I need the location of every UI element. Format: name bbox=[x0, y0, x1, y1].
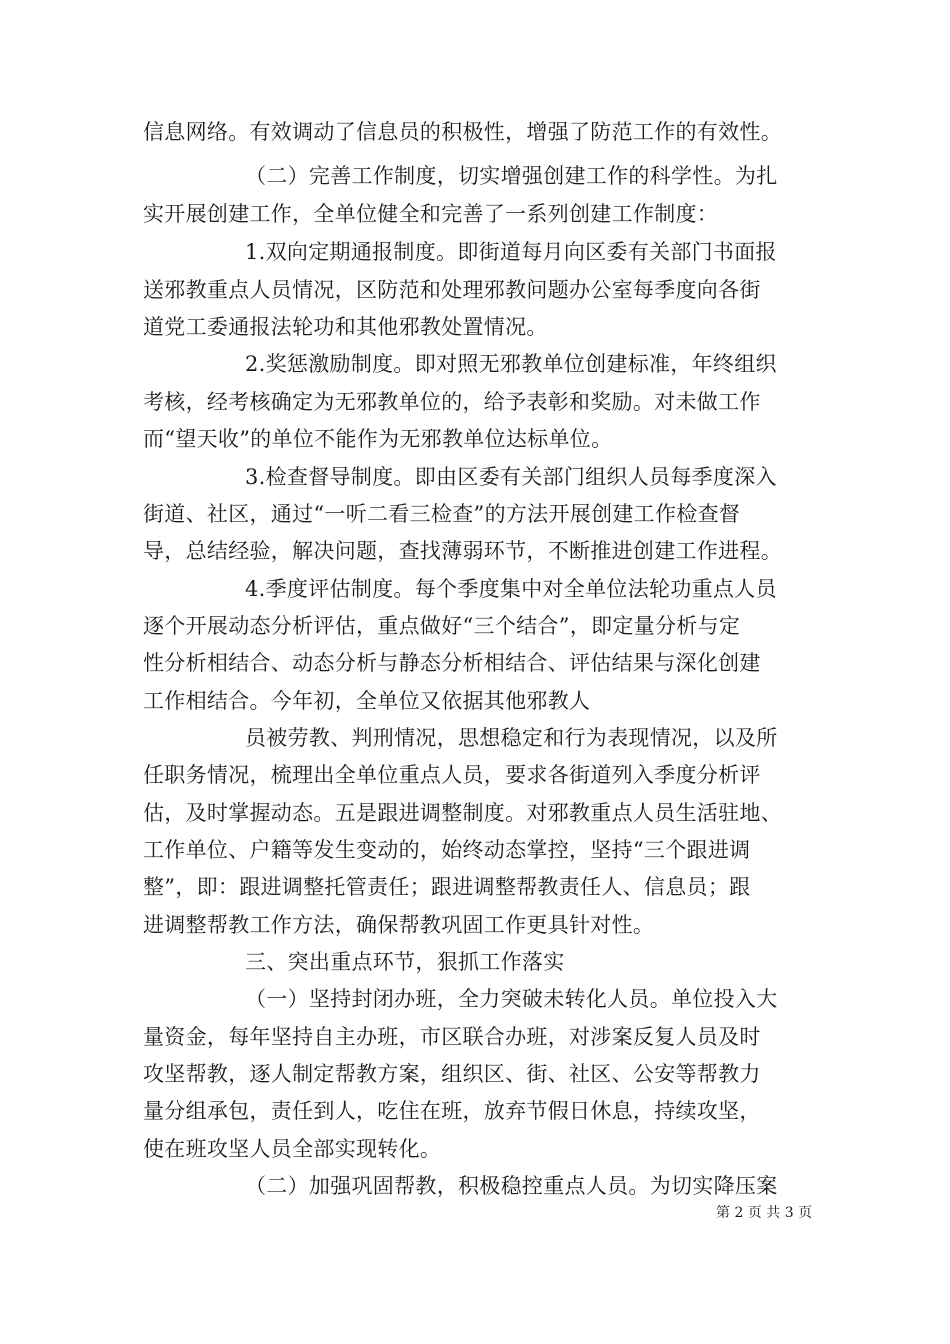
text-line: （二）加强巩固帮教，积极稳控重点人员。为切实降压案 bbox=[245, 1174, 778, 1198]
section-heading: 三、突出重点环节，狠抓工作落实 bbox=[245, 950, 565, 974]
text-line: 攻坚帮教，逐人制定帮教方案，组织区、街、社区、公安等帮教力 bbox=[143, 1062, 761, 1086]
text-line: 工作单位、户籍等发生变动的，始终动态掌控，坚持“三个跟进调 bbox=[143, 838, 751, 862]
text-line: 性分析相结合、动态分析与静态分析相结合、评估结果与深化创建 bbox=[143, 651, 761, 675]
text-line: 估，及时掌握动态。五是跟进调整制度。对邪教重点人员生活驻地、 bbox=[143, 801, 782, 825]
text-line: 2.奖惩激励制度。即对照无邪教单位创建标准，年终组织 bbox=[245, 352, 777, 376]
text-line: 进调整帮教工作方法，确保帮教巩固工作更具针对性。 bbox=[143, 913, 655, 937]
text-line: （二）完善工作制度，切实增强创建工作的科学性。为扎 bbox=[245, 164, 778, 188]
text-line: 量分组承包，责任到人，吃住在班，放弃节假日休息，持续攻坚， bbox=[143, 1099, 761, 1123]
text-line: 4.季度评估制度。每个季度集中对全单位法轮功重点人员 bbox=[245, 577, 777, 601]
text-line: 实开展创建工作，全单位健全和完善了一系列创建工作制度： bbox=[143, 202, 719, 226]
text-line: 3.检查督导制度。即由区委有关部门组织人员每季度深入 bbox=[245, 465, 777, 489]
text-line: 逐个开展动态分析评估，重点做好“三个结合”，即定量分析与定 bbox=[143, 614, 741, 638]
text-line: 任职务情况，梳理出全单位重点人员，要求各街道列入季度分析评 bbox=[143, 763, 761, 787]
text-line: 送邪教重点人员情况，区防范和处理邪教问题办公室每季度向各街 bbox=[143, 278, 761, 302]
text-line: 量资金，每年坚持自主办班，市区联合办班，对涉案反复人员及时 bbox=[143, 1025, 761, 1049]
text-line: 整”，即：跟进调整托管责任；跟进调整帮教责任人、信息员；跟 bbox=[143, 875, 751, 899]
text-line: 街道、社区，通过“一听二看三检查”的方法开展创建工作检查督 bbox=[143, 502, 741, 526]
text-line: 1.双向定期通报制度。即街道每月向区委有关部门书面报 bbox=[245, 240, 777, 264]
text-line: 使在班攻坚人员全部实现转化。 bbox=[143, 1137, 442, 1161]
text-line: 道党工委通报法轮功和其他邪教处置情况。 bbox=[143, 315, 548, 339]
text-line: 导，总结经验，解决问题，查找薄弱环节，不断推进创建工作进程。 bbox=[143, 539, 782, 563]
text-line: 考核，经考核确定为无邪教单位的，给予表彰和奖励。对未做工作 bbox=[143, 390, 761, 414]
text-line: 信息网络。有效调动了信息员的积极性，增强了防范工作的有效性。 bbox=[143, 120, 782, 144]
text-line: 工作相结合。今年初，全单位又依据其他邪教人 bbox=[143, 689, 591, 713]
text-line: 而“望天收”的单位不能作为无邪教单位达标单位。 bbox=[143, 427, 613, 451]
page-number: 第 2 页 共 3 页 bbox=[716, 1205, 813, 1221]
text-line: 员被劳教、判刑情况，思想稳定和行为表现情况，以及所 bbox=[245, 726, 778, 750]
text-line: （一）坚持封闭办班，全力突破未转化人员。单位投入大 bbox=[245, 987, 778, 1011]
